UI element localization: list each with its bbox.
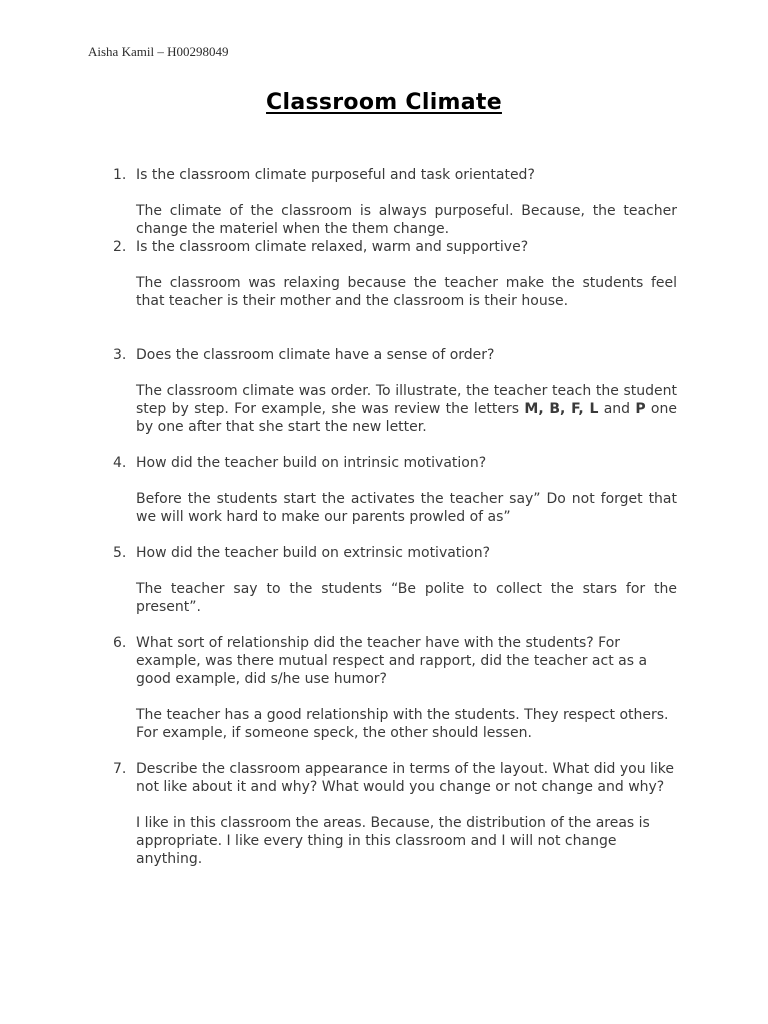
qa-body — [136, 346, 677, 454]
qa-item — [113, 238, 677, 346]
title-row — [0, 90, 768, 115]
qa-body — [136, 544, 677, 634]
page-title: Classroom Climate — [266, 90, 502, 115]
qa-item — [113, 166, 677, 238]
question-text: Describe the classroom appearance in terms of the layout. What did you like not like about it and why? What would you change or not change and why? — [136, 761, 675, 795]
qa-body — [136, 238, 677, 346]
question-text: Is the classroom climate relaxed, warm and supportive? — [136, 239, 529, 255]
qa-body — [136, 760, 677, 868]
qa-item — [113, 634, 677, 760]
answer-text: I like in this classroom the areas. Because, the distribution of the areas is appropriate. I like every thing in this classroom and I will not change anything. — [136, 815, 650, 867]
answer-text: The teacher has a good relationship with the students. They respect others. For example, if someone speck, the other should lessen. — [136, 707, 669, 741]
answer-text: The classroom was relaxing because the teacher make the students feel that teacher is their mother and the classroom is their house. — [136, 275, 677, 309]
qa-body — [136, 634, 677, 760]
list-number: 2. — [113, 239, 127, 255]
list-number: 1. — [113, 167, 127, 183]
answer-text: The teacher say to the students “Be polite to collect the stars for the present”. — [136, 581, 677, 615]
question-text: How did the teacher build on intrinsic motivation? — [136, 455, 487, 471]
qa-body — [136, 166, 677, 238]
answer-text: The climate of the classroom is always purposeful. Because, the teacher change the materiel when the them change. — [136, 203, 677, 237]
question-text: Is the classroom climate purposeful and task orientated? — [136, 167, 535, 183]
qa-body — [136, 454, 677, 544]
answer-text: Before the students start the activates the teacher say” Do not forget that we will work hard to make our parents prowled of as” — [136, 491, 677, 525]
list-number: 7. — [113, 761, 127, 777]
list-number: 5. — [113, 545, 127, 561]
answer-text: The classroom climate was order. To illustrate, the teacher teach the student step by step. For example, she was review the letters M, B, F, L and P one by one after that she start the new letter. — [136, 383, 677, 435]
qa-item — [113, 760, 677, 868]
question-text: What sort of relationship did the teacher have with the students? For example, was there mutual respect and rapport, did the teacher act as a good example, did s/he use humor? — [136, 635, 648, 687]
list-number: 3. — [113, 347, 127, 363]
qa-item — [113, 544, 677, 634]
list-number: 4. — [113, 455, 127, 471]
question-text: Does the classroom climate have a sense of order? — [136, 347, 495, 363]
list-number: 6. — [113, 635, 127, 651]
student-id-header: Aisha Kamil – H00298049 — [88, 44, 229, 59]
question-answer-list — [113, 166, 677, 868]
qa-item — [113, 346, 677, 454]
qa-item — [113, 454, 677, 544]
question-text: How did the teacher build on extrinsic motivation? — [136, 545, 491, 561]
